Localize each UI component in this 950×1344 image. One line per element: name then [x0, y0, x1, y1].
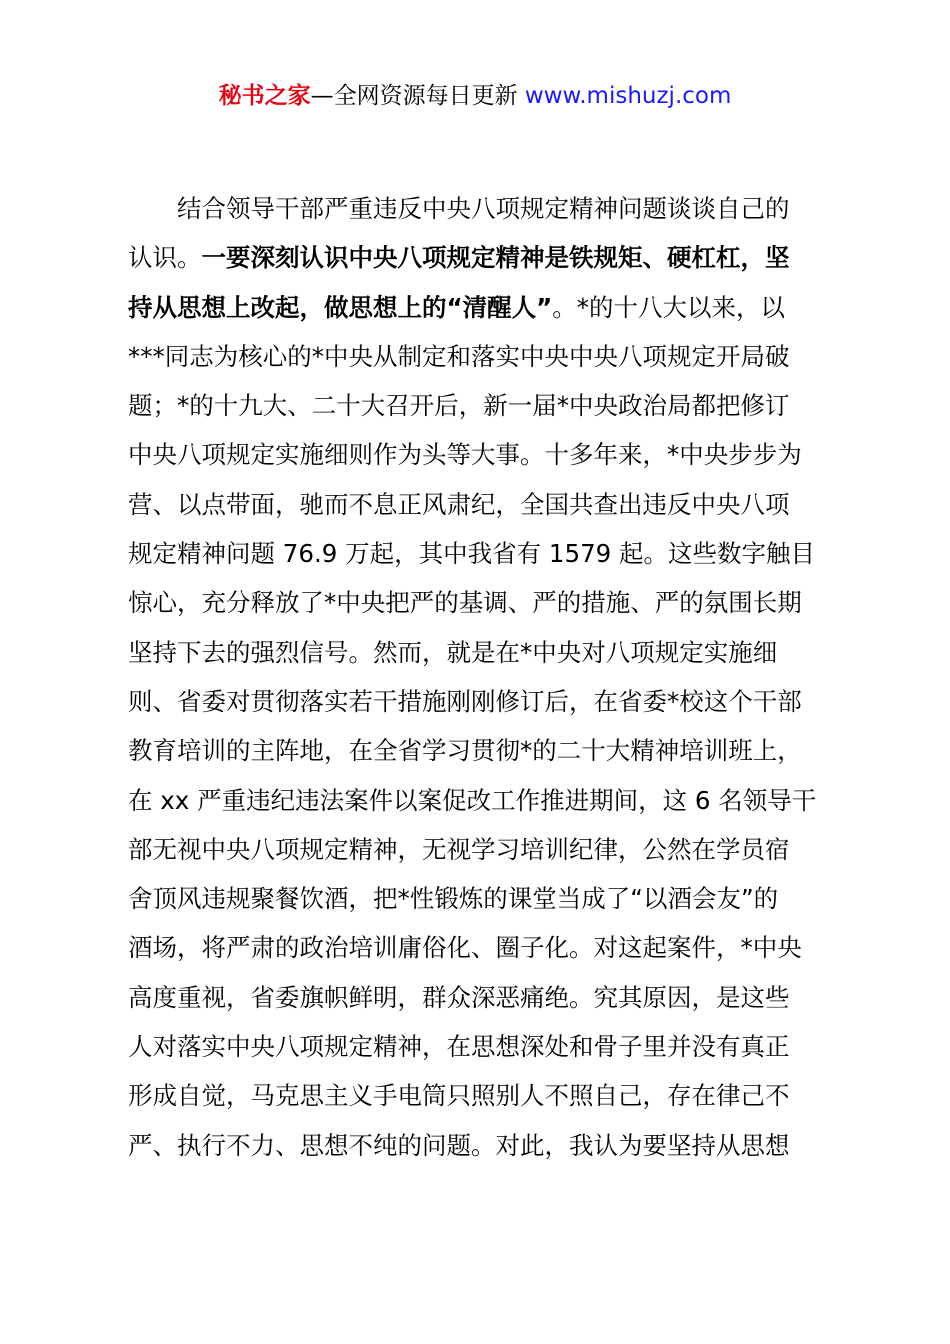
text-segment: 教育培训的主阵地，在全省学习贯彻*的二十大精神培训班上，	[128, 736, 802, 766]
header-tagline: —全网资源每日更新	[310, 83, 518, 109]
text-segment: 在 xx 严重违纪违法案件以案促改工作推进期间，这 6 名领导干	[128, 785, 817, 815]
article-body	[128, 184, 838, 1170]
bold-text-segment: 一要深刻认识中央八项规定精神是铁规矩、硬杠杠，坚	[201, 243, 790, 273]
text-segment: 则、省委对贯彻落实若干措施刚刚修订后，在省委*校这个干部	[128, 686, 802, 716]
text-line	[128, 628, 838, 677]
text-line	[128, 480, 838, 529]
text-line	[128, 973, 838, 1022]
text-line	[128, 578, 838, 627]
text-line	[128, 874, 838, 923]
text-line	[128, 825, 838, 874]
bold-text-segment: 持从思想上改起，做思想上的“清醒人”	[128, 292, 553, 322]
text-line	[128, 529, 838, 578]
text-line	[128, 381, 838, 430]
text-line	[128, 1022, 838, 1071]
text-line	[128, 1071, 838, 1120]
text-line	[128, 283, 838, 332]
text-segment: 严、执行不力、思想不纯的问题。对此，我认为要坚持从思想	[128, 1130, 790, 1160]
text-segment: 认识。	[128, 243, 202, 273]
text-segment: 题；*的十九大、二十大召开后，新一届*中央政治局都把修订	[128, 391, 790, 421]
text-segment: 部无视中央八项规定精神，无视学习培训纪律，公然在学员宿	[128, 834, 790, 864]
site-url-link[interactable]: www.mishuzj.com	[524, 83, 732, 109]
text-segment: 人对落实中央八项规定精神，在思想深处和骨子里并没有真正	[128, 1032, 790, 1062]
text-segment: 中央八项规定实施细则作为头等大事。十多年来，*中央步步为	[128, 440, 802, 470]
text-line	[128, 726, 838, 775]
text-segment: 坚持下去的强烈信号。然而，就是在*中央对八项规定实施细	[128, 637, 778, 667]
text-segment: 。*的十八大以来，以	[552, 292, 785, 322]
brand-name: 秘书之家	[218, 83, 311, 109]
text-segment: 规定精神问题 76.9 万起，其中我省有 1579 起。这些数字触目	[128, 539, 816, 569]
text-line	[128, 776, 838, 825]
text-line	[128, 184, 838, 233]
text-line	[128, 332, 838, 381]
text-line	[128, 923, 838, 972]
text-line	[128, 677, 838, 726]
text-line	[128, 430, 838, 479]
text-line	[128, 233, 838, 282]
text-segment: 酒场，将严肃的政治培训庸俗化、圈子化。对这起案件，*中央	[128, 933, 802, 963]
text-segment: 舍顶风违规聚餐饮酒，把*性锻炼的课堂当成了“以酒会友”的	[128, 884, 779, 914]
text-segment: 惊心，充分释放了*中央把严的基调、严的措施、严的氛围长期	[128, 588, 802, 618]
site-header	[0, 80, 950, 112]
text-segment: 高度重视，省委旗帜鲜明，群众深恶痛绝。究其原因，是这些	[128, 982, 790, 1012]
text-segment: 结合领导干部严重违反中央八项规定精神问题谈谈自己的	[177, 194, 790, 223]
text-segment: 形成自觉，马克思主义手电筒只照别人不照自己，存在律己不	[128, 1081, 790, 1111]
text-line	[128, 1121, 838, 1170]
text-segment: ***同志为核心的*中央从制定和落实中央中央八项规定开局破	[128, 341, 790, 371]
text-segment: 营、以点带面，驰而不息正风肃纪，全国共查出违反中央八项	[128, 489, 790, 519]
